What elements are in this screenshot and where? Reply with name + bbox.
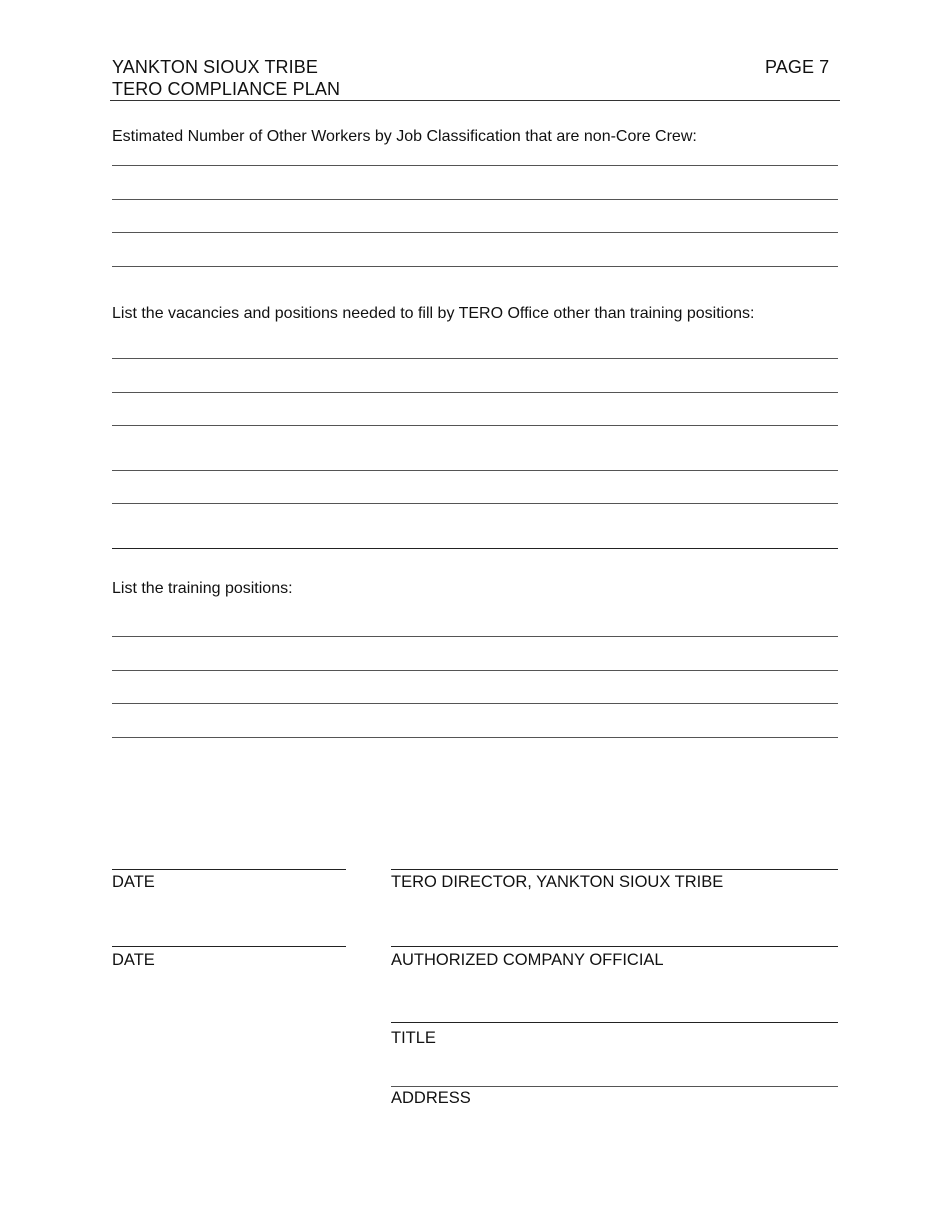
training-line-1[interactable] <box>112 636 838 637</box>
other-workers-prompt: Estimated Number of Other Workers by Job Classification that are non-Core Crew: <box>112 128 697 145</box>
vacancies-line-5[interactable] <box>112 503 838 504</box>
vacancies-prompt: List the vacancies and positions needed to fill by TERO Office other than training positions: <box>112 305 755 322</box>
address-signature-line[interactable] <box>391 1086 838 1087</box>
other-workers-line-1[interactable] <box>112 165 838 166</box>
date-signature-line-2[interactable] <box>112 946 346 947</box>
vacancies-line-2[interactable] <box>112 392 838 393</box>
header-divider <box>110 100 840 101</box>
address-label: ADDRESS <box>391 1089 471 1107</box>
vacancies-line-1[interactable] <box>112 358 838 359</box>
title-signature-line[interactable] <box>391 1022 838 1023</box>
other-workers-line-4[interactable] <box>112 266 838 267</box>
page-number: PAGE 7 <box>765 57 830 77</box>
training-line-2[interactable] <box>112 670 838 671</box>
training-prompt: List the training positions: <box>112 580 293 597</box>
vacancies-line-6[interactable] <box>112 548 838 549</box>
date-label-2: DATE <box>112 951 155 969</box>
document-title: TERO COMPLIANCE PLAN <box>112 79 341 99</box>
tero-director-signature-line[interactable] <box>391 869 838 870</box>
other-workers-line-3[interactable] <box>112 232 838 233</box>
title-label: TITLE <box>391 1029 436 1047</box>
other-workers-line-2[interactable] <box>112 199 838 200</box>
vacancies-line-4[interactable] <box>112 470 838 471</box>
training-line-3[interactable] <box>112 703 838 704</box>
training-line-4[interactable] <box>112 737 838 738</box>
date-signature-line-1[interactable] <box>112 869 346 870</box>
vacancies-line-3[interactable] <box>112 425 838 426</box>
date-label-1: DATE <box>112 873 155 891</box>
company-official-label: AUTHORIZED COMPANY OFFICIAL <box>391 951 664 969</box>
tero-director-label: TERO DIRECTOR, YANKTON SIOUX TRIBE <box>391 873 724 891</box>
organization-name: YANKTON SIOUX TRIBE <box>112 57 318 77</box>
company-official-signature-line[interactable] <box>391 946 838 947</box>
